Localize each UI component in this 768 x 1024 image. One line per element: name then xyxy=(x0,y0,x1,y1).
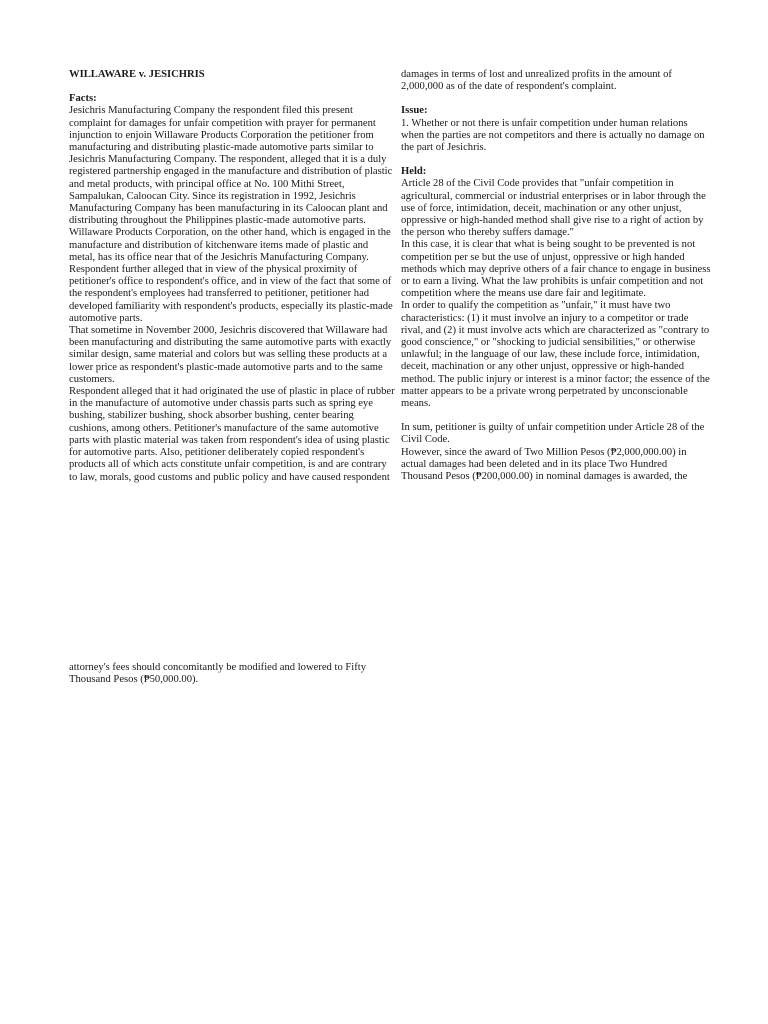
issue-text: 1. Whether or not there is unfair competition under human relations when the parties are not competitors and there is actually no damage on the part of Jesichris. xyxy=(401,117,705,154)
issue-heading: Issue: xyxy=(401,105,428,117)
right-column xyxy=(401,69,711,483)
facts-paragraph-3: That sometime in November 2000, Jesichris discovered that Willaware had been manufacturing and distributing the same automotive parts with exactly similar design, same material and colors but was selling these products at a lower price as respondent's plastic-made automotive parts and to the same customers. xyxy=(69,325,392,385)
held-paragraph-1: Article 28 of the Civil Code provides that "unfair competition in agricultural, commercial or industrial enterprises or in labor through the use of force, intimidation, deceit, machination or any other unjust, oppressive or high-handed method shall give rise to a right of action by the person who thereby suffers damage." xyxy=(401,178,706,239)
held-paragraph-2: In this case, it is clear that what is being sought to be prevented is not competition per se but the use of unjust, oppressive or high handed methods which may deprive others of a fair chance to engage in business or to earn a living. What the law prohibits is unfair competition and not competition where the means use dare fair and legitimate. xyxy=(401,239,711,300)
held-heading: Held: xyxy=(401,166,427,178)
facts-paragraph-1: Jesichris Manufacturing Company the respondent filed this present complaint for damages for unfair competition with prayer for permanent injunction to enjoin Willaware Products Corporation the petitioner from manufacturing and distributing plastic-made automotive parts similar to Jesichris Manufacturing Company. The respondent, alleged that it is a duly registered partnership engaged in the manufacture and distribution of plastic and metal products, with principal office at No. 100 Mithi Street, Sampalukan, Caloocan City. Since its registration in 1992, Jesichris Manufacturing Company has been manufacturing in its Caloocan plant and distributing throughout the Philippines plastic-made automotive parts. Willaware Products Corporation, on the other hand, which is engaged in the manufacture and distribution of kitchenware items made of plastic and metal, has its office near that of the Jesichris Manufacturing Company. xyxy=(69,105,393,263)
summary-paragraph-2: However, since the award of Two Million Pesos (₱2,000,000.00) in actual damages had been deleted and in its place Two Hundred Thousand Pesos (₱200,000.00) in nominal damages is awarded, the xyxy=(401,446,688,483)
attorneys-fees-text: attorney's fees should concomitantly be modified and lowered to Fifty Thousand Pesos (₱50,000.00). xyxy=(69,662,366,686)
damages-continuation: damages in terms of lost and unrealized profits in the amount of 2,000,000 as of the date of respondent's complaint. xyxy=(401,69,672,93)
page-continuation xyxy=(69,662,395,686)
facts-paragraph-2: Respondent further alleged that in view of the physical proximity of petitioner's office to respondent's office, and in view of the fact that some of the respondent's employees had transferred to petitioner, petitioner had developed familiarity with respondent's products, especially its plastic-made automotive parts. xyxy=(69,264,393,324)
case-title: WILLAWARE v. JESICHRIS xyxy=(69,69,205,80)
facts-heading: Facts: xyxy=(69,93,97,105)
summary-paragraph-1: In sum, petitioner is guilty of unfair competition under Article 28 of the Civil Code. xyxy=(401,422,705,446)
left-column xyxy=(69,69,395,484)
held-paragraph-3: In order to qualify the competition as "unfair," it must have two characteristics: (1) it must involve an injury to a competitor or trade rival, and (2) it must involve acts which are characterized as "contrary to good conscience," or "shocking to judicial sensibilities," or otherwise unlawful; in the language of our law, these include force, intimidation, deceit, machination or any other unjust, oppressive or high-handed method. The public injury or interest is a minor factor; the essence of the matter appears to be a private wrong perpetrated by unconscionable means. xyxy=(401,300,710,410)
facts-paragraph-4: Respondent alleged that it had originated the use of plastic in place of rubber in the manufacture of automotive under chassis parts such as spring eye bushing, stabilizer bushing, shock absorber bushing, center bearing cushions, among others. Petitioner's manufacture of the same automotive parts with plastic material was taken from respondent's idea of using plastic for automotive parts. Also, petitioner deliberately copied respondent's products all of which acts constitute unfair competition, is and are contrary to law, morals, good customs and public policy and have caused respondent xyxy=(69,386,395,483)
